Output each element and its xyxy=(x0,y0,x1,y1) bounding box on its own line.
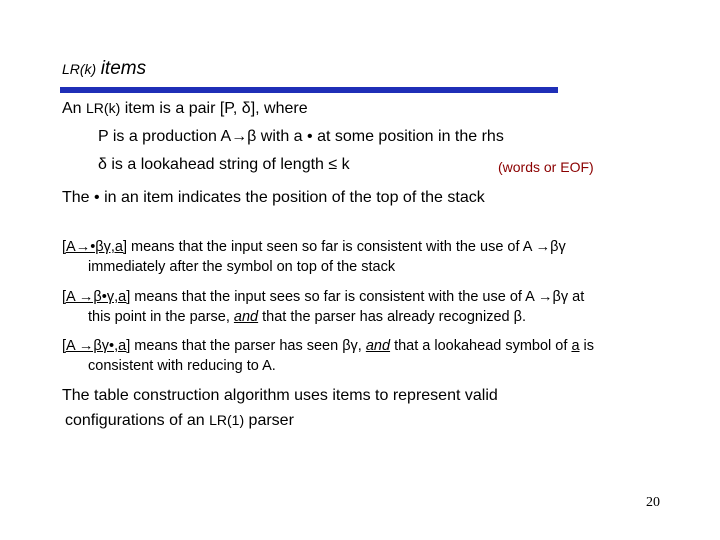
slide-title xyxy=(62,58,146,80)
item-3-text-a: means that the parser has seen βγ, xyxy=(130,338,366,354)
lookahead-line: δ is a lookahead string of length ≤ k xyxy=(98,156,350,173)
item-2-and: and xyxy=(233,309,259,325)
title-prefix: LR(k) xyxy=(62,61,97,77)
intro-text-a: An xyxy=(62,100,87,117)
closing-lr-1: LR(1) xyxy=(209,412,245,428)
item-1-text: means that the input seen so far is consistent with the use of A →βγ xyxy=(127,239,566,255)
item-3-continuation: consistent with reducing to A. xyxy=(88,358,276,374)
intro-text-b: item is a pair [P, δ], where xyxy=(120,100,308,117)
item-2-continuation xyxy=(62,307,672,327)
item-3-text-c: is xyxy=(579,338,595,354)
item-3-text-b: that a lookahead symbol of xyxy=(390,338,572,354)
item-1-notation: [A→•βγ,a] xyxy=(62,239,127,255)
item-2-cont-a: this point in the parse, xyxy=(88,309,234,325)
title-underline-bar xyxy=(60,87,558,93)
item-2-cont-b: that the parser has already recognized β. xyxy=(258,309,526,325)
production-line: P is a production A→β with a • at some position in the rhs xyxy=(98,128,504,145)
dot-explanation: The • in an item indicates the position of the top of the stack xyxy=(62,189,485,206)
closing-line-2-b: parser xyxy=(244,412,294,429)
example-item-2 xyxy=(62,287,672,327)
item-3-and: and xyxy=(365,338,391,354)
closing-line-1: The table construction algorithm uses items to represent valid xyxy=(62,387,498,404)
item-2-notation: [A →β•γ,a] xyxy=(62,289,131,305)
definition-intro xyxy=(62,100,308,118)
closing-statement xyxy=(62,384,498,433)
title-main: items xyxy=(100,58,147,79)
intro-lr-k: LR(k) xyxy=(86,100,121,116)
example-item-3 xyxy=(62,336,672,376)
item-1-continuation: immediately after the symbol on top of the stack xyxy=(88,259,396,275)
item-3-lookahead-symbol: a xyxy=(571,338,580,354)
page-number: 20 xyxy=(646,495,660,510)
example-item-1 xyxy=(62,237,672,277)
item-3-notation: [A →βγ•,a] xyxy=(62,338,131,354)
closing-line-2 xyxy=(62,408,498,433)
item-2-text: means that the input sees so far is consistent with the use of A →βγ at xyxy=(130,289,585,305)
closing-line-2-a: configurations of an xyxy=(65,412,210,429)
lookahead-note: (words or EOF) xyxy=(498,159,594,175)
